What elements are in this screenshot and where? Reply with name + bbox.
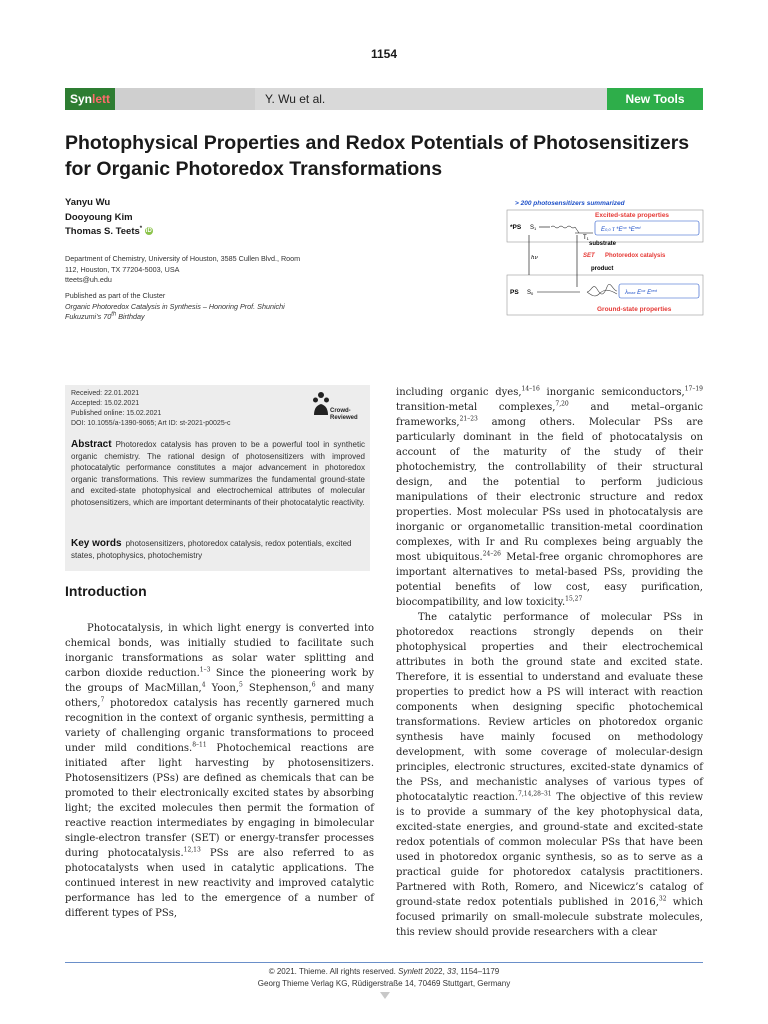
graphical-abstract	[505, 195, 705, 320]
header-spacer	[115, 88, 255, 110]
doi[interactable]: DOI: 10.1055/a-1390-9065; Art ID: st-2021-p0025-c	[71, 420, 231, 427]
ref-citation[interactable]: 7	[100, 696, 105, 704]
ref-citation[interactable]: 15,27	[565, 595, 583, 603]
article-title: Photophysical Properties and Redox Potentials of Photosensitizers for Organic Photoredox Transformations	[65, 132, 690, 180]
graphic-set: SET	[583, 253, 595, 259]
crowd-reviewed-badge	[312, 391, 362, 429]
journal-header-bar	[65, 88, 703, 110]
date-accepted: Accepted: 15.02.2021	[71, 400, 140, 407]
graphic-substrate: substrate	[589, 241, 617, 247]
ref-citation[interactable]: 32	[658, 895, 667, 903]
body-column-left	[65, 621, 374, 921]
graphic-hv: hν	[531, 255, 538, 261]
date-published: Published online: 15.02.2021	[71, 410, 162, 417]
graphic-banner: > 200 photosensitizers summarized	[515, 200, 625, 207]
graphic-product: product	[591, 266, 614, 272]
graphic-cv-trace-return	[587, 290, 617, 296]
ref-citation[interactable]: 6	[311, 681, 316, 689]
body-column-right	[396, 385, 703, 940]
affiliation	[65, 254, 305, 286]
ref-citation[interactable]: 17–19	[684, 385, 703, 393]
keywords-text: photosensitizers, photoredox catalysis, redox potentials, excited states, photophysics, photochemistry	[71, 539, 352, 560]
ref-citation[interactable]: 4	[201, 681, 206, 689]
graphic-excited-label: Excited-state properties	[595, 212, 670, 219]
graphic-cv-trace	[587, 284, 617, 294]
article-info-box	[65, 385, 370, 571]
ref-citation[interactable]: 7,14,28–31	[518, 790, 552, 798]
corresponding-mark: *	[139, 225, 143, 232]
crowd-icon	[312, 391, 330, 417]
page-footer	[0, 966, 768, 989]
publication-dates	[71, 389, 231, 429]
author-email[interactable]: tteets@uh.edu	[65, 275, 112, 284]
cluster-name: Organic Photoredox Catalysis in Synthesis – Honoring Prof. Shunichi Fukuzumi’s 70	[65, 301, 285, 321]
journal-logo-syn: Syn	[69, 92, 92, 106]
abstract-label: Abstract	[71, 439, 112, 450]
ref-citation[interactable]: 7,20	[555, 400, 569, 408]
graphic-s0: S0	[527, 290, 534, 296]
ref-citation[interactable]: 12,13	[183, 846, 201, 854]
section-badge: New Tools	[607, 88, 703, 110]
graphic-ps: PS	[510, 289, 519, 296]
graphic-excited-props: E0,0 τ $*E^{ox}$ $*E^{red}$	[601, 225, 641, 233]
ref-citation[interactable]: 8–11	[192, 741, 207, 749]
paragraph-intro-2: The catalytic performance of molecular PSs in photoredox reactions strongly depends on their photophysical properties and their electrochemical attributes in both the ground state and excited state. Therefore, it is essential to understand and evaluate these properties to predict how a PS will interact with reaction components when designing specific photochemical transformations. Review articles on photoredox organic synthesis have mainly focused on methodology development, with some coverage of molecular-design principles, electronic structures, excited-state dynamics of the PSs, and mechanistic analyses of various types of photocatalytic reaction.$^{7,14,28-31}$ The objective of this review is to provide a summary of the key photophysical data, excited-state energies, and ground-state and excited-state redox potentials of common molecular PSs that have been used in photoredox organic synthesis, so as to serve as a practical guide for photoredox catalysis practitioners. Partnered with Roth, Romero, and Nicewicz’s catalog of ground-state redox potentials published in 2016,32 which focused primarily on small-molecule substrate molecules, this review should provide researchers with a clear	[396, 612, 704, 938]
running-authors: Y. Wu et al.	[265, 92, 326, 106]
journal-logo-lett: lett	[92, 92, 110, 106]
paragraph-intro-1-cont: including organic dyes,$^{14-16}$ inorganic semiconductors,$^{17-19}$ transition-metal complexes,$^{7,20}$ and metal–organic frameworks,$^{21-23}$ among others. Molecular PSs are particularly dominant in the field of photocatalysis on account of the maturity of the study of their photochemistry, the controllability of their structural design, and the potential to perform judicious manipulations of their electronic structure and redox properties. Most molecular PSs used in photocatalysis are inorganic or organometallic transition-metal coordination complexes, with Ir and Ru complexes being arguably the most ubiquitous.$^{24-26}$ Metal-free organic chromophores are important alternatives to metal-based PSs, providing the potential benefits of low cost, easy purification, biocompatibility, and low toxicity.$^{15,27}$	[396, 385, 703, 608]
orcid-icon[interactable]: iD	[145, 228, 152, 235]
cluster-line-1: Published as part of the Cluster	[65, 291, 166, 300]
graphic-ground-props: λmax $E^{ox}$ $E^{red}$	[625, 288, 657, 296]
graphic-photoredox: Photoredox catalysis	[605, 253, 666, 259]
page-number: 1154	[370, 47, 398, 61]
affiliation-address: Department of Chemistry, University of Houston, 3585 Cullen Blvd., Room 112, Houston, TX 77204-5003, USA	[65, 254, 301, 274]
cluster-sup: th	[111, 311, 117, 318]
graphic-ground-label: Ground-state properties	[597, 306, 672, 313]
author-2: Dooyoung Kim	[65, 211, 133, 223]
date-received: Received: 22.01.2021	[71, 390, 140, 397]
keywords	[71, 538, 365, 561]
graphic-isc-wave	[551, 226, 579, 233]
author-3: Thomas S. Teets	[65, 226, 140, 237]
author-1: Yanyu Wu	[65, 197, 111, 208]
graphic-ps-excited: *PS	[510, 224, 522, 231]
cluster-birthday: Birthday	[116, 312, 145, 321]
ref-citation[interactable]: 14–16	[521, 385, 540, 393]
ref-citation[interactable]: 24–26	[482, 550, 502, 558]
crowd-reviewed-label: Crowd-Reviewed	[330, 408, 358, 421]
cluster-line-2	[65, 302, 305, 323]
paragraph-intro-1: Photocatalysis, in which light energy is converted into chemical bonds, was initially studied to facilitate such inorganic transformations as solar water splitting and carbon dioxide reduction.$^{1-3}$ Since the pioneering work by the groups of MacMillan,$^4$ Yoon,$^5$ Stephenson,$^6$ and many others,$^7$ photoredox catalysis has recently garnered much recognition in the context of organic synthesis, permitting a variety of challenging organic transformations to proceed under mild conditions.$^{8-11}$ Photochemical reactions are initiated after light harvesting by photosensitizers. Photosensitizers (PSs) are defined as chemicals that can be promoted to their electronically excited states by absorbing light; the excited molecules then permit the formation of reactive reaction intermediates by engaging in bimolecular single-electron transfer (SET) or energy-transfer processes during photocatalysis.$^{12,13}$ PSs are also referred to as photocatalysts when used in catalytic applications. The continued interest in new reactivity and improved catalytic performance has led to the emergence of a number of different types of PSs,	[65, 623, 375, 919]
ref-citation[interactable]: 5	[239, 681, 243, 689]
cluster-note	[65, 291, 305, 323]
journal-logo	[65, 88, 115, 110]
ref-citation[interactable]: 1–3	[199, 666, 211, 674]
author-list	[65, 196, 153, 240]
keywords-label: Key words	[71, 538, 122, 549]
abstract	[71, 439, 365, 509]
graphic-t1: T1	[583, 235, 589, 241]
graphic-s1: S1	[530, 225, 537, 231]
author-3-row	[65, 225, 153, 240]
copyright-line: © 2021. Thieme. All rights reserved. Synlett 2022, 33, 1154–1179	[268, 967, 500, 976]
publisher-address: Georg Thieme Verlag KG, Rüdigerstraße 14, 70469 Stuttgart, Germany	[257, 978, 511, 988]
ref-citation[interactable]: 21–23	[459, 415, 478, 423]
abstract-text: Photoredox catalysis has proven to be a powerful tool in synthetic organic chemistry. The rational design of photosensitizers with improved photocatalytic performance constitutes a major advancement in photoredox organic transformations. This review summarizes the fundamental ground-state and excited-state photophysical and electrochemical attributes of molecular photosensitizers, which are important determinants of their photocatalytic reactivity.	[71, 440, 365, 507]
footer-divider	[65, 962, 703, 963]
scroll-down-icon[interactable]	[380, 992, 390, 999]
section-heading-introduction: Introduction	[65, 583, 147, 599]
